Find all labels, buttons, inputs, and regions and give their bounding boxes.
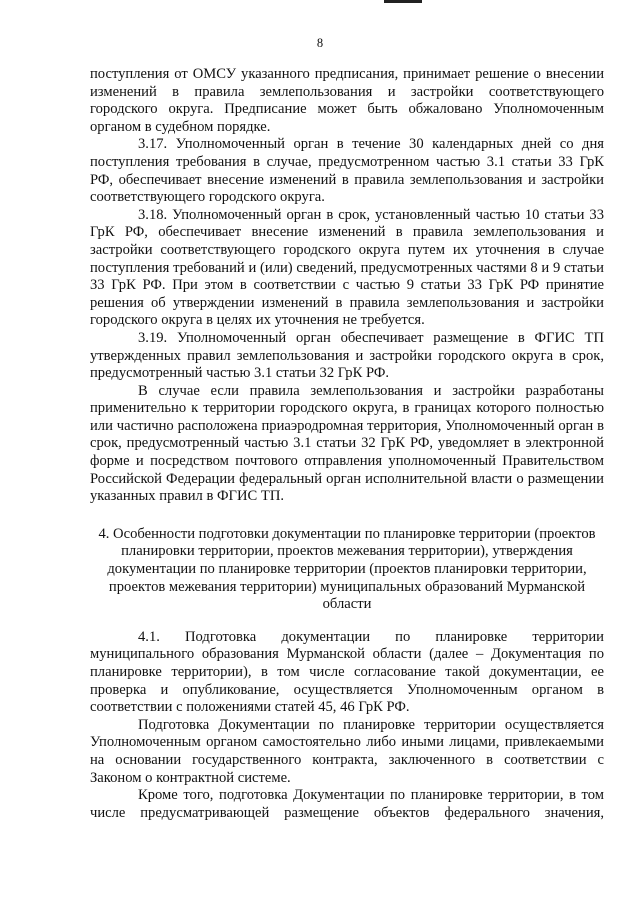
page-number: 8 bbox=[316, 36, 324, 50]
section-4-heading: 4. Особенности подготовки документации по планировке территории (проектов планировки территории, проектов межевания территории), утверждения документации по планировке территории (проектов планировки территории, проектов межевания территории) муниципальных образований Мурманской области bbox=[98, 525, 596, 613]
paragraph-4-1: 4.1. Подготовка документации по планировке территории муниципального образования Мурманской области (далее – Документация по планировке территории), в том числе согласование такой документации, ее проверка и опубликование, осуществляется Уполномоченным органом в соответствии с положениями статей 45, 46 ГрК РФ. bbox=[90, 628, 604, 716]
scan-mark bbox=[384, 0, 422, 3]
paragraph-continuation: поступления от ОМСУ указанного предписания, принимает решение о внесении изменений в правила землепользования и застройки соответствующего городского округа. Предписание может быть обжаловано Уполномоченным органом в судебном порядке. bbox=[90, 66, 604, 135]
paragraph-3-18: 3.18. Уполномоченный орган в срок, установленный частью 10 статьи 33 ГрК РФ, обеспечивает внесение изменений в правила землепользования и застройки соответствующего городского округа путем их уточнения в случае поступления требований и (или) сведений, предусмотренных частями 8 и 9 статьи 33 ГрК РФ. При этом в соответствии с частью 9 статьи 33 ГрК РФ принятие решения об утверждении изменений в правила землепользования и застройки городского округа в целях их уточнения не требуется. bbox=[90, 206, 604, 329]
paragraph-3-17: 3.17. Уполномоченный орган в течение 30 календарных дней со дня поступления требования в случае, предусмотренном частью 3.1 статьи 33 ГрК РФ, обеспечивает внесение изменений в правила землепользования и застройки соответствующего городского округа. bbox=[90, 136, 604, 206]
paragraph-moreover: Кроме того, подготовка Документации по планировке территории, в том числе предусматривающей размещение объектов федерального значения, bbox=[90, 787, 604, 821]
paragraph-3-19: 3.19. Уполномоченный орган обеспечивает размещение в ФГИС ТП утвержденных правил землепользования и застройки городского округа в срок, предусмотренный частью 3.1 статьи 32 ГрК РФ. bbox=[90, 329, 604, 382]
paragraph-preparation: Подготовка Документации по планировке территории осуществляется Уполномоченным органом самостоятельно либо иными лицами, привлекаемыми на основании государственного контракта, заключенного в соответствии с Законом о контрактной системе. bbox=[90, 716, 604, 786]
document-body bbox=[90, 66, 604, 822]
paragraph-aerodrome: В случае если правила землепользования и застройки разработаны применительно к территории городского округа, в границах которого полностью или частично расположена приаэродромная территория, Уполномоченный орган в срок, предусмотренный частью 3.1 статьи 32 ГрК РФ, уведомляет в электронной форме и посредством почтового отправления уполномоченный Правительством Российской Федерации федеральный орган исполнительной власти о размещении указанных правил в ФГИС ТП. bbox=[90, 382, 604, 505]
